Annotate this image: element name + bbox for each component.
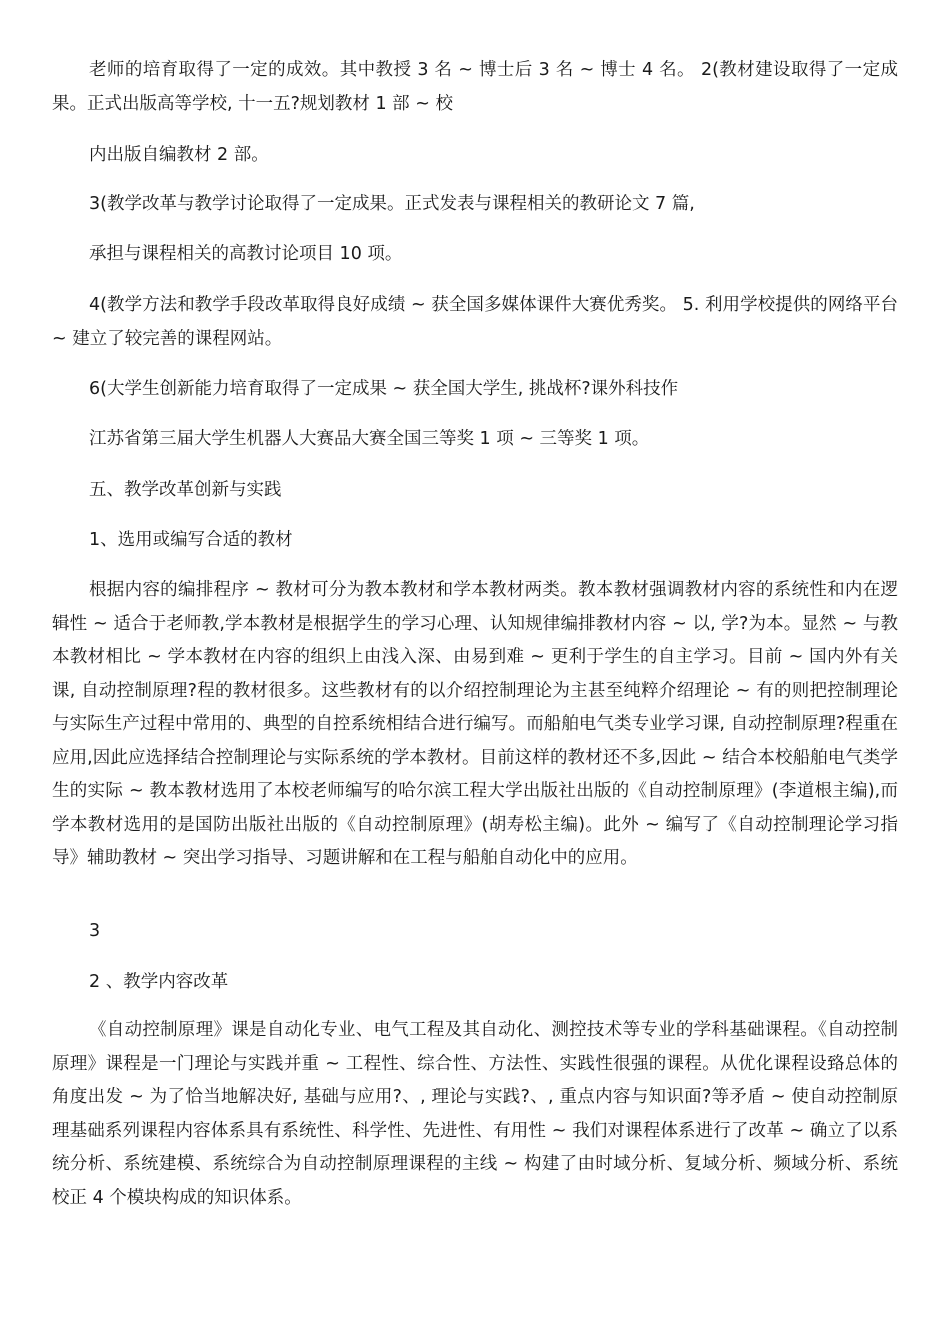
paragraph-self-compiled-textbooks: 内出版自编教材 2 部。 (89, 145, 269, 165)
paragraph-course-system-reform: 《自动控制原理》课是自动化专业、电气工程及其自动化、测控技术等专业的学科基础课程。《自动控制原理》课程是一门理论与实践并重 ~ 工程性、综合性、方法性、实践性很强的课程。从优化课程设臵总体的角度出发 ~ 为了恰当地解决好, 基础与应用?、, 理论与实践?、, 重点内容与知识面?等矛盾 ~ 使自动控制原理基础系列课程内容体系具有系统性、科学性、先进性、有用性 ~ 我们对课程体系进行了改革 ~ 确立了以系统分析、系统建模、系统综合为自动控制原理课程的主线 ~ 构建了由时域分析、复域分析、频域分析、系统校正 4 个模块构成的知识体系。 (52, 1020, 898, 1208)
paragraph-teaching-methods: 4(教学方法和教学手段改革取得良好成绩 ~ 获全国多媒体课件大赛优秀奖。 5. 利用学校提供的网络平台 ~ 建立了较完善的课程网站。 (52, 295, 898, 349)
paragraph-teaching-reform-papers: 3(教学改革与教学讨论取得了一定成果。正式发表与课程相关的教研论文 7 篇, (89, 194, 695, 214)
subheading-content-reform: 2 、教学内容改革 (89, 972, 229, 992)
paragraph-innovation-ability: 6(大学生创新能力培育取得了一定成果 ~ 获全国大学生, 挑战杯?课外科技作 (89, 379, 679, 399)
paragraph-faculty-and-textbooks: 老师的培育取得了一定的成效。其中教授 3 名 ~ 博士后 3 名 ~ 博士 4 名。 2(教材建设取得了一定成果。正式出版高等学校, 十一五?规划教材 1 部 ~ 校 (52, 60, 898, 114)
subheading-textbook-selection: 1、选用或编写合适的教材 (89, 530, 293, 550)
page-number: 3 (89, 921, 101, 941)
paragraph-robot-competition: 江苏省第三届大学生机器人大赛品大赛全国三等奖 1 项 ~ 三等奖 1 项。 (89, 429, 650, 449)
section-heading-reform-innovation: 五、教学改革创新与实践 (89, 480, 282, 500)
paragraph-research-projects: 承担与课程相关的高教讨论项目 10 项。 (89, 244, 403, 264)
paragraph-textbook-types: 根据内容的编排程序 ~ 教材可分为教本教材和学本教材两类。教本教材强调教材内容的系统性和内在逻辑性 ~ 适合于老师教,学本教材是根据学生的学习心理、认知规律编排教材内容 ~ 以, 学?为本。显然 ~ 与教本教材相比 ~ 学本教材在内容的组织上由浅入深、由易到难 ~ 更利于学生的自主学习。目前 ~ 国内外有关课, 自动控制原理?程的教材很多。这些教材有的以介绍控制理论为主甚至纯粹介绍理论 ~ 有的则把控制理论与实际生产过程中常用的、典型的自控系统相结合进行编写。而船舶电气类专业学习课, 自动控制原理?程重在应用,因此应选择结合控制理论与实际系统的学本教材。目前这样的教材还不多,因此 ~ 结合本校船舶电气类学生的实际 ~ 教本教材选用了本校老师编写的哈尔滨工程大学出版社出版的《自动控制原理》(李道根主编),而学本教材选用的是国防出版社出版的《自动控制原理》(胡寿松主编)。此外 ~ 编写了《自动控制理论学习指导》辅助教材 ~ 突出学习指导、习题讲解和在工程与船舶自动化中的应用。 (52, 580, 898, 868)
